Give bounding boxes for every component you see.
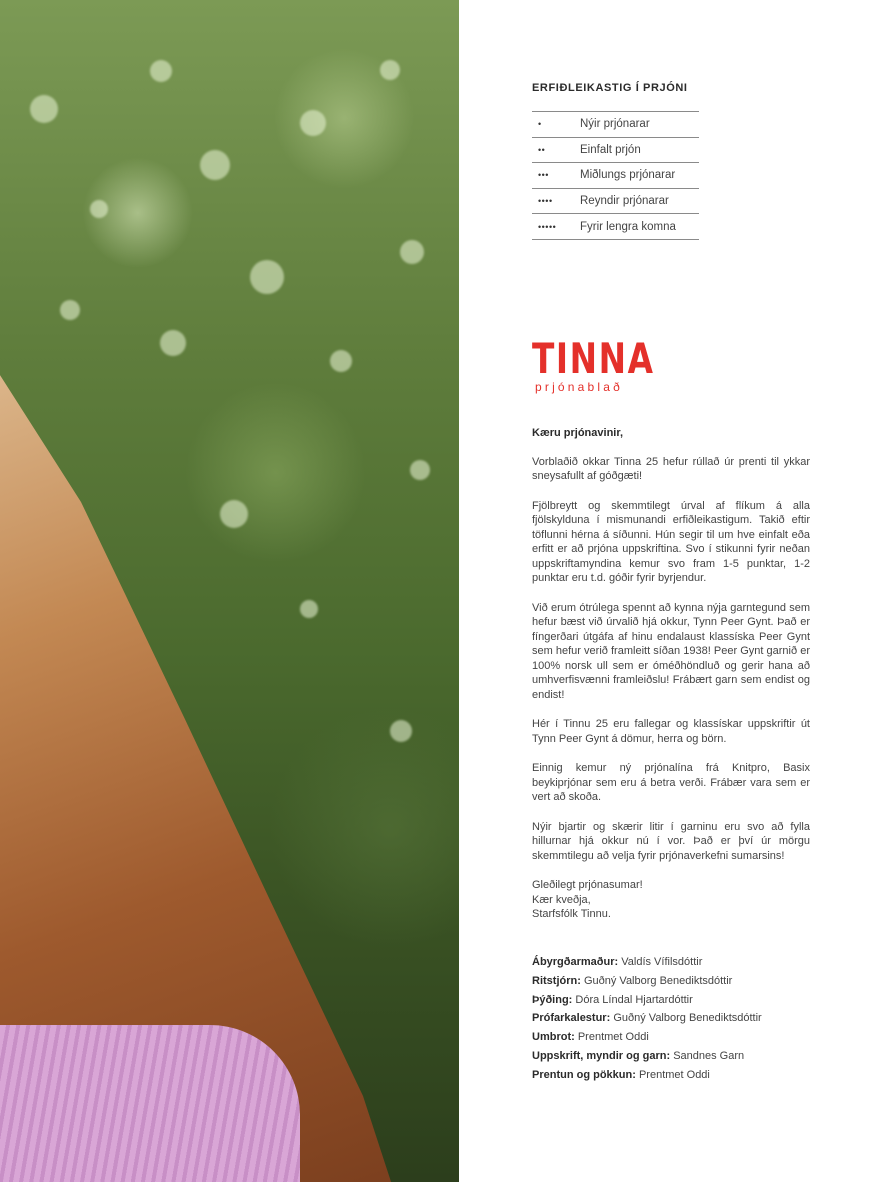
credit-role: Ritstjórn: (532, 974, 581, 987)
credit-line (532, 1066, 832, 1085)
credit-line (532, 1028, 832, 1047)
editor-letter (532, 426, 810, 922)
difficulty-dots: •••• (538, 196, 553, 207)
letter-paragraph: Vorblaðið okkar Tinna 25 hefur rúllað úr prenti til ykkar sneysafullt af góðgæti! (532, 455, 810, 482)
letter-closing: Kær kveðja, (532, 893, 591, 906)
difficulty-label: Miðlungs prjónarar (580, 169, 676, 182)
credit-role: Prentun og pökkun: (532, 1068, 636, 1081)
credit-name: Valdís Vífilsdóttir (621, 956, 703, 968)
difficulty-level (532, 112, 699, 138)
difficulty-label: Einfalt prjón (580, 143, 641, 156)
logo-subtitle: prjónablað (535, 380, 624, 394)
difficulty-level (532, 138, 699, 164)
difficulty-dots: • (538, 119, 542, 130)
difficulty-dots: ••• (538, 170, 549, 181)
letter-paragraph: Nýir bjartir og skærir litir í garninu eru svo að fylla hillurnar hjá okkur nú í vor. Það er því úr mörgu skemmtilegu að velja fyrir prjónaverkefni sumarsins! (532, 820, 810, 862)
letter-closing: Gleðilegt prjónasumar! (532, 879, 643, 891)
credit-role: Uppskrift, myndir og garn: (532, 1049, 671, 1062)
credit-line (532, 991, 832, 1010)
difficulty-label: Fyrir lengra komna (580, 220, 676, 233)
difficulty-list (532, 111, 699, 240)
letter-signature: Starfsfólk Tinnu. (532, 908, 611, 920)
difficulty-dots: ••••• (538, 221, 557, 232)
credit-role: Prófarkalestur: (532, 1012, 611, 1025)
credits (532, 953, 832, 1085)
credit-line (532, 953, 832, 972)
letter-paragraph: Einnig kemur ný prjónalína frá Knitpro, Basix beykiprjónar sem eru á betra verði. Frábær vara sem er vert að skoða. (532, 762, 810, 803)
difficulty-title: ERFIÐLEIKASTIG Í PRJÓNI (532, 82, 688, 94)
credit-role: Umbrot: (532, 1031, 575, 1044)
difficulty-level (532, 163, 699, 189)
letter-paragraph: Við erum ótrúlega spennt að kynna nýja garntegund sem hefur bæst við úrvalið hjá okkur, Tynn Peer Gynt. Það er fíngerðari útgáfa af hinu endalaust klassíska Peer Gynt sem hefur verið framleitt síðan 1938! Peer Gynt garnið er 100% norsk ull sem er óméðhöndluð og gerir hana að umhverfisvænni framleiðslu! Frábært garn sem endist og endist! (532, 601, 810, 701)
credit-line (532, 1047, 832, 1066)
difficulty-label: Nýir prjónarar (580, 118, 650, 131)
sweater-shape (0, 1025, 300, 1182)
credit-role: Þýðing: (532, 993, 573, 1006)
difficulty-level (532, 189, 699, 215)
logo-name: TINNA (532, 334, 655, 383)
difficulty-label: Reyndir prjónarar (580, 195, 669, 208)
credit-line (532, 1009, 832, 1028)
letter-paragraph: Fjölbreytt og skemmtilegt úrval af flíkum á alla fjölskylduna í mismunandi erfiðleikastigum. Takið eftir töflunni hérna á síðunni. Hún segir til um hve einfalt eða erfitt er að prjóna uppskriftina. Svo í stikunni fyrir neðan uppskriftamyndina kemur svo fram 1-5 punktar, 1-2 punktar eru t.d. góðir fyrir byrjendur. (532, 499, 810, 584)
credit-name: Prentmet Oddi (638, 1068, 710, 1081)
difficulty-dots: •• (538, 144, 546, 155)
letter-greeting: Kæru prjónavinir, (532, 427, 624, 439)
credit-name: Dóra Líndal Hjartardóttir (575, 993, 693, 1006)
credit-role: Ábyrgðarmaður: (532, 956, 619, 968)
credit-name: Guðný Valborg Benediktsdóttir (583, 974, 733, 987)
credit-name: Prentmet Oddi (577, 1031, 649, 1044)
credit-name: Guðný Valborg Benediktsdóttir (613, 1012, 762, 1025)
credit-name: Sandnes Garn (673, 1049, 745, 1062)
credit-line (532, 972, 832, 991)
difficulty-level (532, 214, 699, 240)
letter-paragraph: Hér í Tinnu 25 eru fallegar og klassískar uppskriftir út Tynn Peer Gynt á dömur, herra og börn. (532, 718, 810, 745)
tinna-logo (532, 334, 689, 394)
